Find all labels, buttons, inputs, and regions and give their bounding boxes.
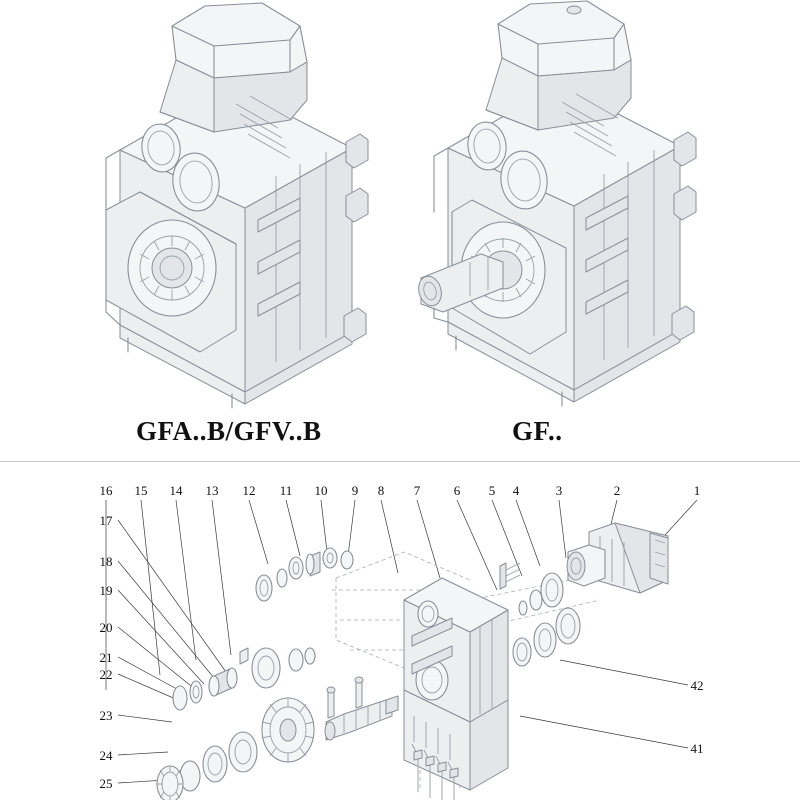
callout-5: 5: [488, 483, 496, 498]
callout-4: 4: [512, 483, 520, 498]
callout-14: 14: [169, 483, 183, 498]
callout-12: 12: [242, 483, 256, 498]
caption-gfa-b-gfv-b: GFA..B/GFV..B: [136, 416, 322, 446]
part-pinion-shaft: [325, 677, 398, 740]
parts-small-upper: [256, 548, 353, 601]
callout-6: 6: [453, 483, 461, 498]
callout-24: 24: [99, 748, 113, 763]
callout-23: 23: [99, 708, 113, 723]
callout-18: 18: [99, 554, 113, 569]
gear-unit-left-drawing: [106, 3, 368, 408]
callout-1: 1: [693, 483, 701, 498]
callout-3: 3: [555, 483, 563, 498]
callout-41: 41: [690, 741, 704, 756]
gear-unit-right-drawing: [415, 1, 696, 406]
callout-21: 21: [99, 650, 113, 665]
callout-9: 9: [351, 483, 359, 498]
callout-13: 13: [205, 483, 219, 498]
callout-2: 2: [613, 483, 621, 498]
callout-17: 17: [99, 513, 113, 528]
callout-16: 16: [99, 483, 113, 498]
callout-8: 8: [377, 483, 385, 498]
callout-20: 20: [99, 620, 113, 635]
part-motor-adapter: [567, 523, 668, 593]
parts-gear-lower: [157, 698, 314, 800]
section-divider: [0, 461, 800, 462]
callout-15: 15: [134, 483, 148, 498]
callout-25: 25: [99, 776, 113, 791]
callout-42: 42: [690, 678, 704, 693]
caption-gf: GF..: [512, 416, 563, 446]
callout-22: 22: [99, 667, 113, 682]
callout-10: 10: [314, 483, 328, 498]
exploded-view-drawing: [106, 500, 697, 800]
callout-19: 19: [99, 583, 113, 598]
callout-7: 7: [413, 483, 421, 498]
callout-11: 11: [279, 483, 293, 498]
